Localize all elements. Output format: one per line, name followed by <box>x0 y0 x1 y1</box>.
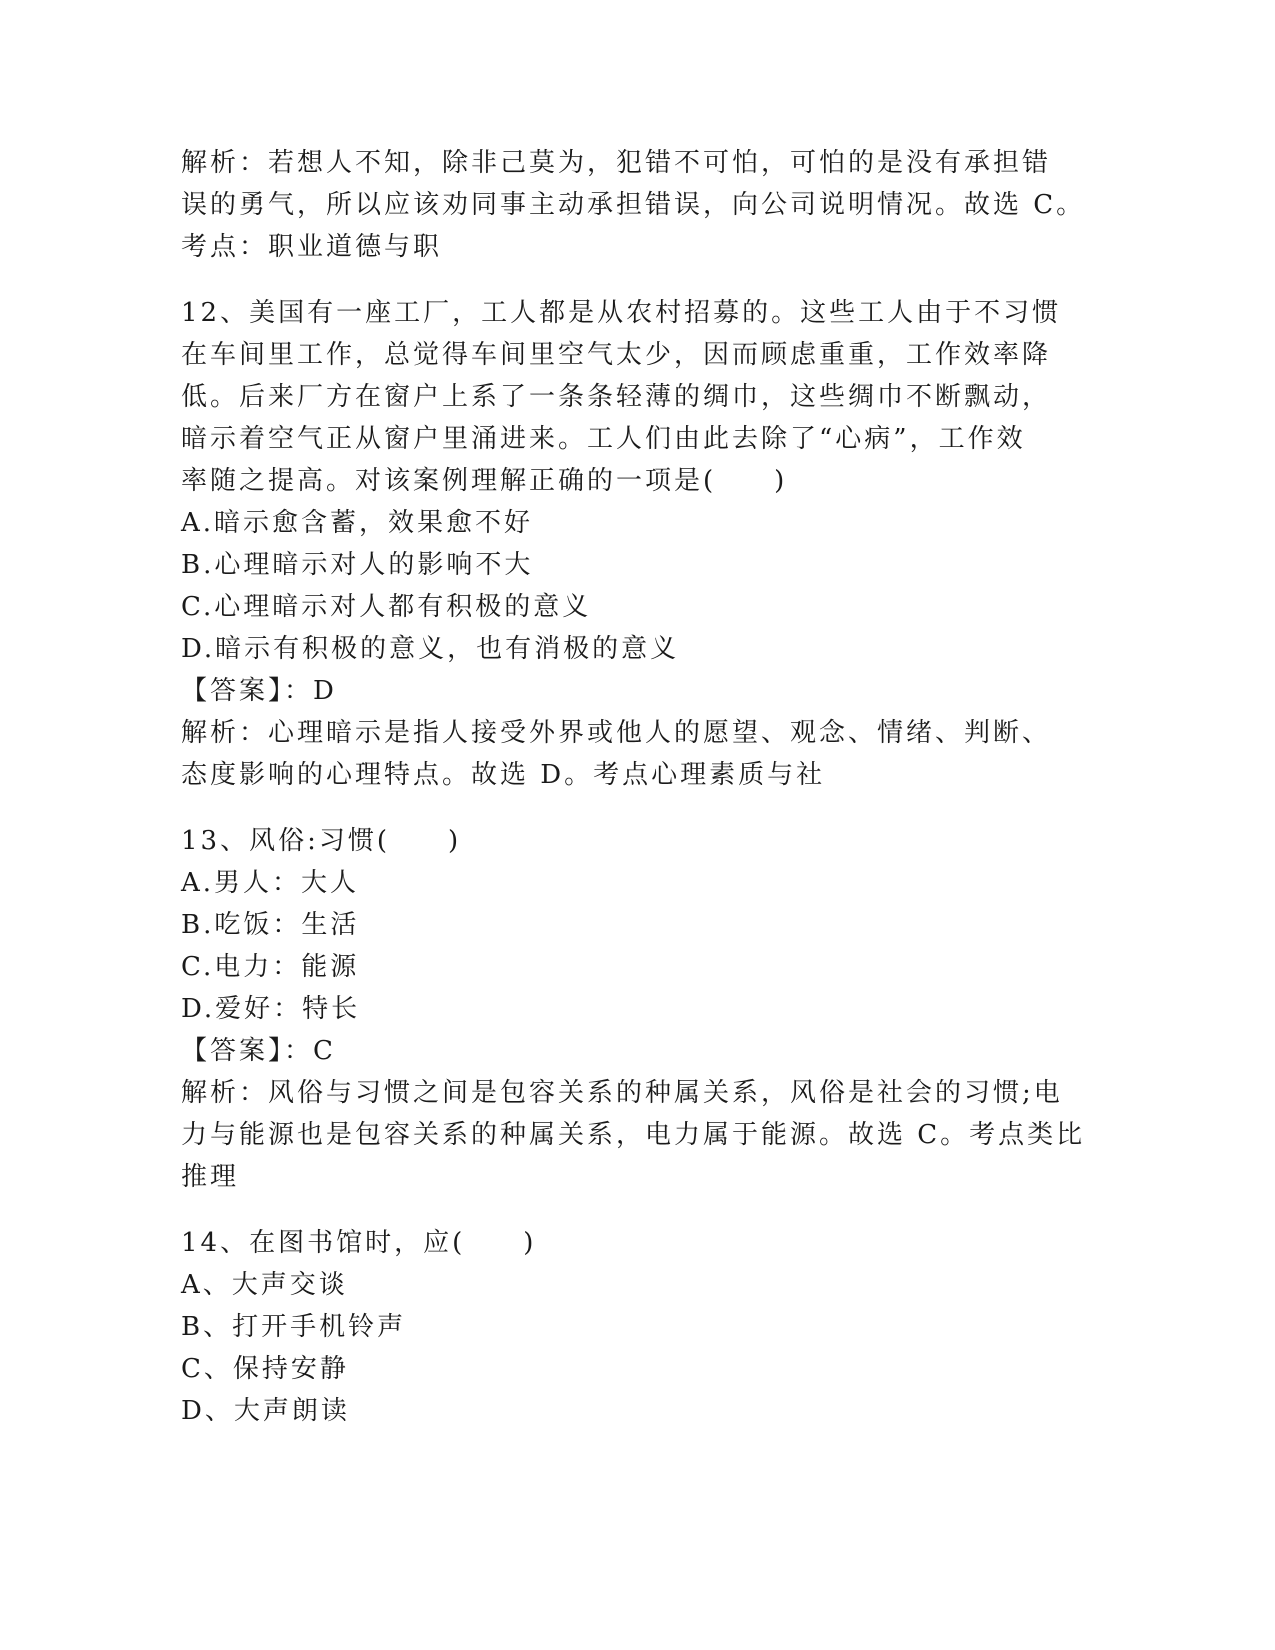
option-a: A.男人：大人 <box>181 868 360 898</box>
question-14 <box>181 1222 1101 1432</box>
answer-line: 【答案】：D <box>181 676 337 706</box>
option-b: B、打开手机铃声 <box>181 1312 407 1342</box>
analysis-line: 解析：风俗与习惯之间是包容关系的种属关系，风俗是社会的习惯;电 <box>181 1078 1063 1108</box>
question-12 <box>181 292 1101 796</box>
option-d: D.爱好：特长 <box>181 994 361 1024</box>
question-line: 低。后来厂方在窗户上系了一条条轻薄的绸巾，这些绸巾不断飘动， <box>181 382 1052 412</box>
question-13 <box>181 820 1101 1198</box>
q11-analysis <box>181 142 1101 268</box>
option-a: A.暗示愈含蓄，效果愈不好 <box>181 508 534 538</box>
answer-line: 【答案】：C <box>181 1036 336 1066</box>
option-d: D、大声朗读 <box>181 1396 350 1426</box>
analysis-line: 解析：心理暗示是指人接受外界或他人的愿望、观念、情绪、判断、 <box>181 718 1052 748</box>
analysis-line: 误的勇气，所以应该劝同事主动承担错误，向公司说明情况。故选 C。 <box>181 190 1086 220</box>
option-b: B.心理暗示对人的影响不大 <box>181 550 534 580</box>
question-line: 暗示着空气正从窗户里涌进来。工人们由此去除了“心病”，工作效 <box>181 424 1026 454</box>
analysis-line: 力与能源也是包容关系的种属关系，电力属于能源。故选 C。考点类比 <box>181 1120 1086 1150</box>
option-b: B.吃饭：生活 <box>181 910 360 940</box>
analysis-line: 解析：若想人不知，除非己莫为，犯错不可怕，可怕的是没有承担错 <box>181 148 1052 178</box>
analysis-line: 态度影响的心理特点。故选 D。考点心理素质与社 <box>181 760 826 790</box>
option-d: D.暗示有积极的意义，也有消极的意义 <box>181 634 680 664</box>
option-c: C、保持安静 <box>181 1354 349 1384</box>
question-line: 14、在图书馆时，应( ) <box>181 1228 537 1258</box>
document-page <box>181 142 1101 1456</box>
option-a: A、大声交谈 <box>181 1270 348 1300</box>
option-c: C.心理暗示对人都有积极的意义 <box>181 592 592 622</box>
question-line: 率随之提高。对该案例理解正确的一项是( ) <box>181 466 788 496</box>
analysis-line: 推理 <box>181 1162 240 1192</box>
question-line: 12、美国有一座工厂，工人都是从农村招募的。这些工人由于不习惯 <box>181 298 1062 328</box>
option-c: C.电力：能源 <box>181 952 360 982</box>
question-line: 13、风俗:习惯( ) <box>181 826 462 856</box>
question-line: 在车间里工作，总觉得车间里空气太少，因而顾虑重重，工作效率降 <box>181 340 1052 370</box>
analysis-line: 考点：职业道德与职 <box>181 232 443 262</box>
